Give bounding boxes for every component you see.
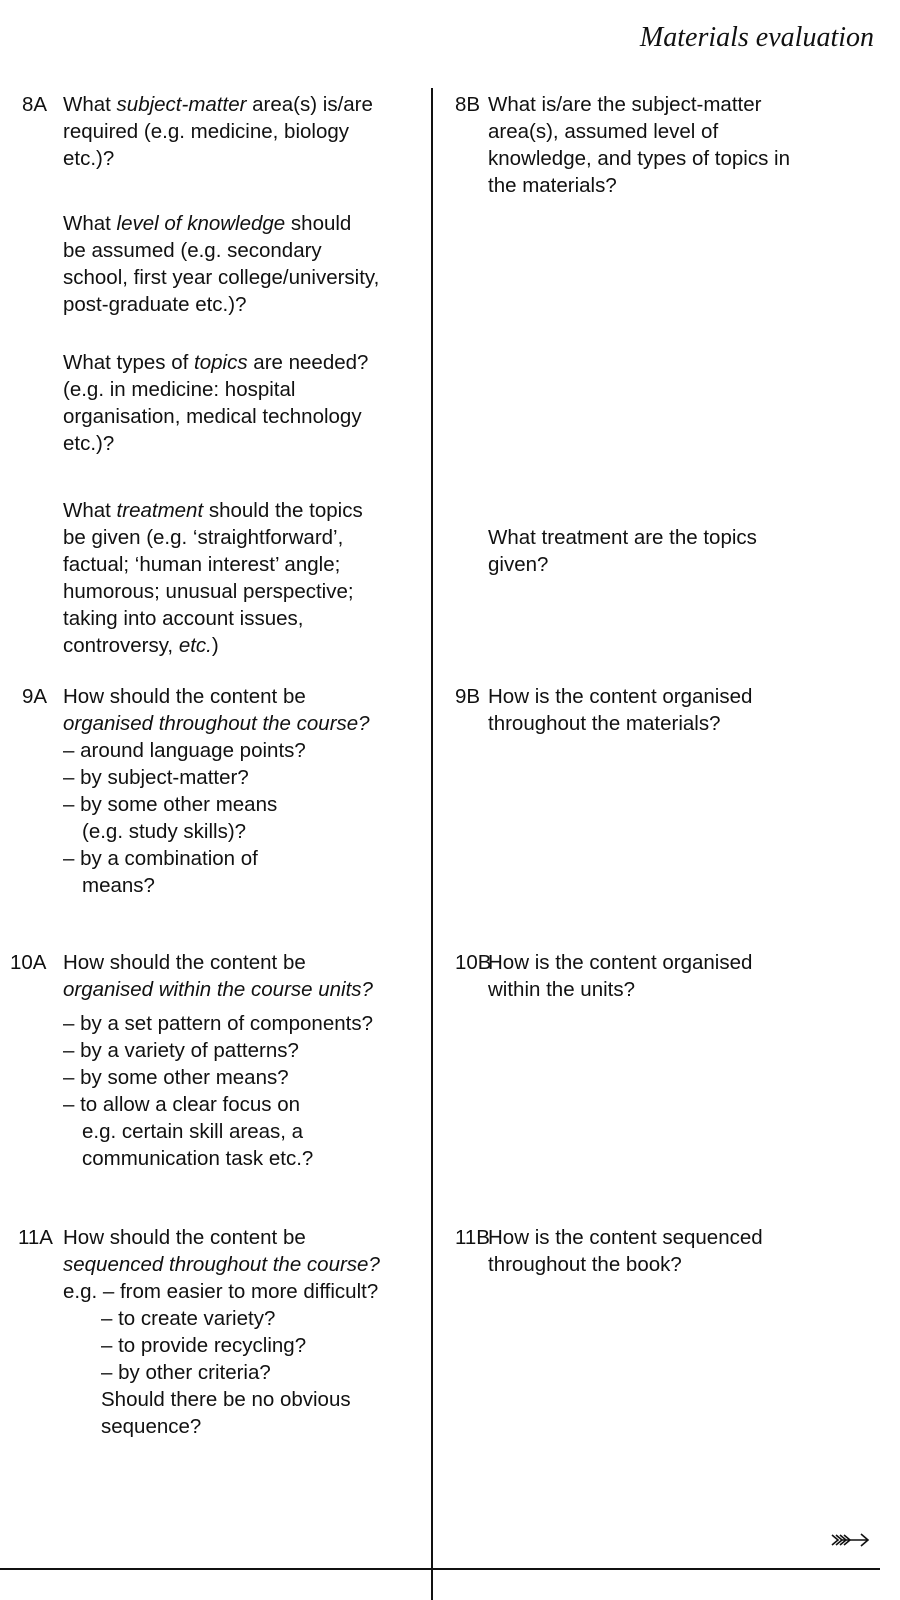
question-number: 8A	[22, 93, 48, 116]
question-text-line	[63, 845, 258, 872]
question-text-line	[63, 1091, 300, 1118]
question-text-line	[63, 291, 246, 318]
question-text-line	[488, 683, 752, 710]
text-segment: What	[63, 499, 117, 522]
question-text-line	[63, 237, 322, 264]
text-segment: (e.g. in medicine: hospital	[63, 378, 296, 401]
question-text-line	[63, 551, 340, 578]
question-text-line	[63, 683, 306, 710]
text-segment: How should the content be	[63, 685, 306, 708]
question-text-line	[63, 1064, 289, 1091]
question-text-line	[63, 210, 351, 237]
question-text-line	[82, 818, 246, 845]
text-segment: – by other criteria?	[101, 1361, 271, 1384]
text-segment: – to allow a clear focus on	[63, 1093, 301, 1116]
question-number: 10A	[10, 951, 47, 974]
text-segment: knowledge, and types of topics in	[488, 147, 790, 170]
question-text-line	[488, 118, 718, 145]
text-segment: How should the content be	[63, 1226, 306, 1249]
question-text-line	[101, 1332, 306, 1359]
text-segment: means?	[82, 874, 155, 897]
question-text-line	[63, 145, 114, 172]
text-segment: – by a set pattern of components?	[63, 1012, 373, 1035]
question-text-line	[63, 403, 362, 430]
text-segment: within the units?	[488, 978, 636, 1001]
question-text-line	[63, 91, 373, 118]
text-segment: – around language points?	[63, 739, 306, 762]
question-text-line	[82, 872, 155, 899]
text-segment: e.g. – from easier to more difficult?	[63, 1280, 379, 1303]
question-text-line	[488, 91, 761, 118]
question-text-line	[63, 791, 277, 818]
question-text-line	[63, 605, 303, 632]
emphasis-text: organised within the course units?	[63, 978, 373, 1001]
question-text-line	[63, 764, 249, 791]
text-segment: What is/are the subject-matter	[488, 93, 762, 116]
text-segment: What	[63, 93, 117, 116]
text-segment: – by some other means?	[63, 1066, 289, 1089]
text-segment: taking into account issues,	[63, 607, 304, 630]
page-header-title: Materials evaluation	[639, 22, 874, 53]
emphasis-text: sequenced throughout the course?	[63, 1253, 380, 1276]
text-segment: What treatment are the topics	[488, 526, 757, 549]
question-number: 10B	[455, 951, 492, 974]
text-segment: – by a combination of	[63, 847, 258, 870]
question-text-line	[101, 1305, 275, 1332]
question-text-line	[63, 118, 349, 145]
question-text-line	[63, 737, 306, 764]
text-segment: etc.)?	[63, 147, 115, 170]
question-text-line	[101, 1413, 201, 1440]
question-text-line	[63, 264, 379, 291]
text-segment: throughout the materials?	[488, 712, 721, 735]
text-segment: required (e.g. medicine, biology	[63, 120, 350, 143]
text-segment: organisation, medical technology	[63, 405, 362, 428]
question-text-line	[63, 524, 343, 551]
question-text-line	[63, 497, 363, 524]
question-text-line	[488, 524, 757, 551]
question-text-line	[63, 976, 373, 1003]
text-segment: humorous; unusual perspective;	[63, 580, 354, 603]
text-segment: – by a variety of patterns?	[63, 1039, 299, 1062]
question-text-line	[63, 349, 368, 376]
question-text-line	[63, 1224, 306, 1251]
question-text-line	[63, 632, 219, 659]
question-text-line	[82, 1145, 313, 1172]
text-segment: should	[285, 212, 352, 235]
text-segment: area(s), assumed level of	[488, 120, 719, 143]
question-text-line	[63, 578, 354, 605]
text-segment: etc.)?	[63, 432, 115, 455]
text-segment: What types of	[63, 351, 195, 374]
emphasis-text: topics	[194, 351, 248, 374]
emphasis-text: etc.	[178, 634, 212, 657]
text-segment: given?	[488, 553, 549, 576]
text-segment: What	[63, 212, 117, 235]
question-text-line	[488, 710, 720, 737]
text-segment: post-graduate etc.)?	[63, 293, 247, 316]
text-segment: How should the content be	[63, 951, 306, 974]
question-text-line	[63, 1251, 380, 1278]
question-text-line	[63, 1278, 378, 1305]
question-number: 9A	[22, 685, 48, 708]
question-number: 11B	[455, 1226, 490, 1249]
question-text-line	[82, 1118, 303, 1145]
text-segment: Should there be no obvious	[101, 1388, 351, 1411]
emphasis-text: subject-matter	[116, 93, 247, 116]
text-segment: – by subject-matter?	[63, 766, 249, 789]
emphasis-text: level of knowledge	[116, 212, 286, 235]
question-text-line	[101, 1386, 351, 1413]
question-number: 8B	[455, 93, 481, 116]
question-text-line	[488, 1224, 763, 1251]
bottom-rule	[0, 1568, 880, 1570]
question-text-line	[488, 551, 548, 578]
text-segment: be given (e.g. ‘straightforward’,	[63, 526, 344, 549]
question-text-line	[63, 949, 306, 976]
text-segment: area(s) is/are	[246, 93, 373, 116]
text-segment: the materials?	[488, 174, 617, 197]
question-text-line	[63, 710, 370, 737]
emphasis-text: organised throughout the course?	[63, 712, 370, 735]
text-segment: )	[211, 634, 219, 657]
text-segment: How is the content sequenced	[488, 1226, 763, 1249]
text-segment: communication task etc.?	[82, 1147, 314, 1170]
text-segment: be assumed (e.g. secondary	[63, 239, 322, 262]
question-text-line	[488, 145, 790, 172]
question-text-line	[101, 1359, 271, 1386]
question-text-line	[488, 1251, 682, 1278]
question-number: 9B	[455, 685, 481, 708]
text-segment: e.g. certain skill areas, a	[82, 1120, 304, 1143]
text-segment: controversy,	[63, 634, 179, 657]
text-segment: are needed?	[247, 351, 369, 374]
question-text-line	[488, 172, 617, 199]
text-segment: should the topics	[203, 499, 363, 522]
question-text-line	[63, 1037, 299, 1064]
text-segment: factual; ‘human interest’ angle;	[63, 553, 341, 576]
question-text-line	[488, 949, 752, 976]
text-segment: throughout the book?	[488, 1253, 682, 1276]
text-segment: How is the content organised	[488, 951, 753, 974]
text-segment: – to provide recycling?	[101, 1334, 307, 1357]
text-segment: – to create variety?	[101, 1307, 276, 1330]
question-number: 11A	[18, 1226, 53, 1249]
question-text-line	[63, 1010, 373, 1037]
text-segment: – by some other means	[63, 793, 278, 816]
text-segment: (e.g. study skills)?	[82, 820, 247, 843]
question-text-line	[63, 376, 295, 403]
text-segment: How is the content organised	[488, 685, 753, 708]
continue-arrow-icon	[830, 1530, 870, 1550]
emphasis-text: treatment	[116, 499, 204, 522]
text-segment: sequence?	[101, 1415, 202, 1438]
text-segment: school, first year college/university,	[63, 266, 380, 289]
question-text-line	[63, 430, 114, 457]
question-text-line	[488, 976, 635, 1003]
column-divider	[431, 88, 433, 1600]
